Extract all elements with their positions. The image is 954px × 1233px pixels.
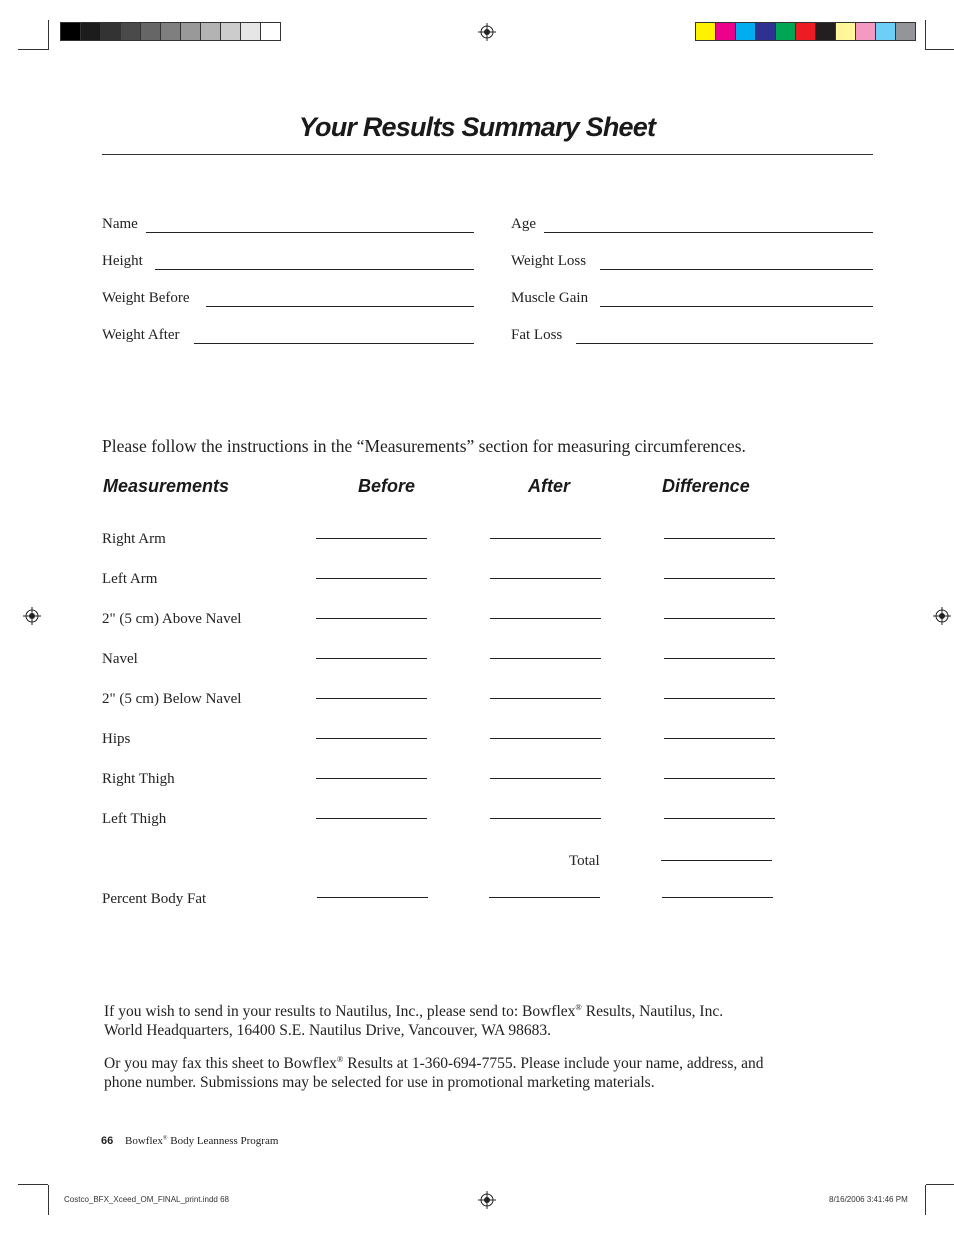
slug-filename: Costco_BFX_Xceed_OM_FINAL_print.indd 68 xyxy=(64,1195,229,1204)
difference-input-line[interactable] xyxy=(664,818,775,819)
title-underline xyxy=(102,154,873,155)
footer-program: Body Leanness Program xyxy=(167,1135,279,1147)
field-label: Fat Loss xyxy=(511,327,563,343)
measurement-label: Left Arm xyxy=(102,571,158,587)
slug-timestamp: 8/16/2006 3:41:46 PM xyxy=(829,1195,908,1204)
crop-mark xyxy=(18,1184,48,1185)
crop-mark xyxy=(48,20,49,50)
page-title: Your Results Summary Sheet xyxy=(298,112,656,142)
registration-mark-icon xyxy=(478,23,496,41)
measurement-instructions: Please follow the instructions in the “Measurements” section for measuring circumferences. xyxy=(102,436,746,456)
measurement-label: Navel xyxy=(102,651,138,667)
registration-mark-icon xyxy=(478,1191,496,1209)
field-label: Muscle Gain xyxy=(511,290,589,306)
registered-mark: ® xyxy=(336,1054,344,1064)
color-swatch xyxy=(755,22,776,41)
crop-mark xyxy=(925,20,926,50)
total-label: Total xyxy=(569,853,600,869)
field-input-line[interactable] xyxy=(155,269,474,270)
color-swatch xyxy=(895,22,916,41)
after-input-line[interactable] xyxy=(490,738,601,739)
field-input-line[interactable] xyxy=(576,343,873,344)
before-input-line[interactable] xyxy=(316,618,427,619)
gray-swatch xyxy=(180,22,201,41)
body-fat-before-line[interactable] xyxy=(317,897,428,898)
difference-input-line[interactable] xyxy=(664,658,775,659)
field-input-line[interactable] xyxy=(600,306,873,307)
before-input-line[interactable] xyxy=(316,778,427,779)
field-input-line[interactable] xyxy=(544,232,873,233)
field-input-line[interactable] xyxy=(194,343,474,344)
gray-swatch xyxy=(60,22,81,41)
difference-input-line[interactable] xyxy=(664,778,775,779)
mail-line-2: World Headquarters, 16400 S.E. Nautilus Drive, Vancouver, WA 98683. xyxy=(104,1022,551,1040)
gray-swatch xyxy=(260,22,281,41)
gray-swatch xyxy=(80,22,101,41)
fax-line-1-pre: Or you may fax this sheet to Bowflex xyxy=(104,1055,337,1073)
registration-mark-icon xyxy=(933,607,951,625)
color-swatch xyxy=(775,22,796,41)
after-input-line[interactable] xyxy=(490,658,601,659)
difference-input-line[interactable] xyxy=(664,618,775,619)
gray-swatch xyxy=(100,22,121,41)
color-swatch xyxy=(875,22,896,41)
fax-line-1-post: Results at 1-360-694-7755. Please include your name, address, and xyxy=(343,1055,764,1073)
color-swatch xyxy=(715,22,736,41)
after-heading: After xyxy=(528,476,571,496)
before-input-line[interactable] xyxy=(316,578,427,579)
difference-heading: Difference xyxy=(662,476,750,496)
crop-mark xyxy=(48,1185,49,1215)
difference-input-line[interactable] xyxy=(664,538,775,539)
after-input-line[interactable] xyxy=(490,578,601,579)
body-fat-label: Percent Body Fat xyxy=(102,891,207,907)
gray-swatch xyxy=(140,22,161,41)
color-swatch xyxy=(795,22,816,41)
before-heading: Before xyxy=(358,476,416,496)
fax-line-2: phone number. Submissions may be selected for use in promotional marketing materials. xyxy=(104,1074,655,1092)
measurement-label: 2" (5 cm) Below Navel xyxy=(102,691,242,707)
after-input-line[interactable] xyxy=(490,818,601,819)
mail-line-1-post: Results, Nautilus, Inc. xyxy=(581,1003,724,1021)
before-input-line[interactable] xyxy=(316,818,427,819)
before-input-line[interactable] xyxy=(316,738,427,739)
field-label: Weight Before xyxy=(102,290,190,306)
fax-instructions xyxy=(104,1050,864,1092)
gray-swatch xyxy=(200,22,221,41)
color-swatch xyxy=(695,22,716,41)
field-label: Weight Loss xyxy=(511,253,587,269)
color-swatch xyxy=(735,22,756,41)
mail-line-1-pre: If you wish to send in your results to Nautilus, Inc., please send to: Bowflex xyxy=(104,1003,576,1021)
body-fat-difference-line[interactable] xyxy=(662,897,773,898)
difference-input-line[interactable] xyxy=(664,578,775,579)
measurement-label: Hips xyxy=(102,731,131,747)
before-input-line[interactable] xyxy=(316,658,427,659)
gray-swatch xyxy=(240,22,261,41)
after-input-line[interactable] xyxy=(490,538,601,539)
color-swatch xyxy=(815,22,836,41)
gray-swatch xyxy=(120,22,141,41)
field-label: Name xyxy=(102,216,138,232)
field-label: Age xyxy=(511,216,536,232)
after-input-line[interactable] xyxy=(490,698,601,699)
field-label: Weight After xyxy=(102,327,180,343)
measurement-label: Right Arm xyxy=(102,531,166,547)
registered-mark: ® xyxy=(162,1135,168,1142)
body-fat-after-line[interactable] xyxy=(489,897,600,898)
registration-mark-icon xyxy=(23,607,41,625)
field-input-line[interactable] xyxy=(206,306,474,307)
registered-mark: ® xyxy=(575,1002,582,1012)
measurements-heading: Measurements xyxy=(103,476,230,496)
after-input-line[interactable] xyxy=(490,778,601,779)
crop-mark xyxy=(925,1185,926,1215)
total-difference-line[interactable] xyxy=(661,860,772,861)
after-input-line[interactable] xyxy=(490,618,601,619)
before-input-line[interactable] xyxy=(316,538,427,539)
crop-mark xyxy=(926,49,954,50)
gray-swatch xyxy=(160,22,181,41)
gray-swatch xyxy=(220,22,241,41)
page-number: 66 xyxy=(101,1135,114,1147)
measurement-label: 2" (5 cm) Above Navel xyxy=(102,611,242,627)
before-input-line[interactable] xyxy=(316,698,427,699)
difference-input-line[interactable] xyxy=(664,738,775,739)
color-swatch xyxy=(835,22,856,41)
footer-brand: Bowflex xyxy=(125,1135,163,1147)
crop-mark xyxy=(926,1184,954,1185)
mail-instructions xyxy=(104,998,864,1040)
field-label: Height xyxy=(102,253,143,269)
measurement-label: Right Thigh xyxy=(102,771,175,787)
field-input-line[interactable] xyxy=(146,232,474,233)
field-input-line[interactable] xyxy=(600,269,873,270)
measurement-label: Left Thigh xyxy=(102,811,167,827)
crop-mark xyxy=(18,49,48,50)
color-swatch xyxy=(855,22,876,41)
footer-title xyxy=(125,1135,278,1147)
difference-input-line[interactable] xyxy=(664,698,775,699)
